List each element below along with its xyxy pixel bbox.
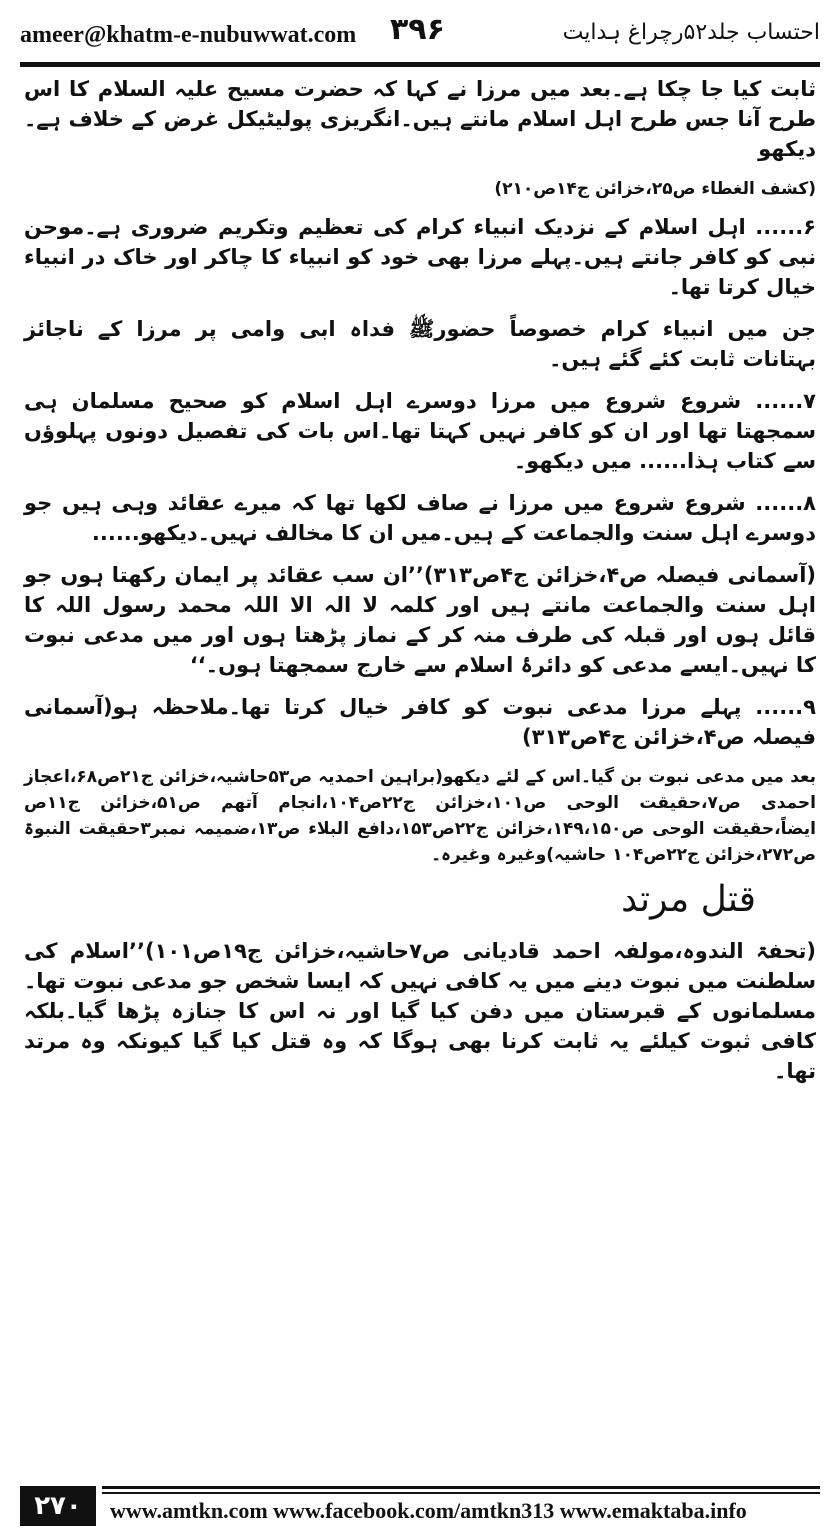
paragraph-qatl-murtad: (تحفۃ الندوہ،مولفہ احمد قادیانی ص۷حاشیہ،خزائن ج۱۹ص۱۰۱)’’اسلام کی سلطنت میں نبوت دینے میں یہ کافی نہیں کہ ایسا شخص جو مدعی نبوت تھا۔مسلمانوں کے قبرستان میں دفن کیا گیا اور نہ اس کا جنازہ پڑھا گیا۔بلکہ کافی ثبوت کیلئے یہ ثابت کرنا بھی ہوگا کہ وہ قتل کیا گیا کیونکہ وہ مرتد تھا۔ (24, 939, 817, 1083)
header-page-number: ۳۹۶ (390, 12, 445, 47)
paragraph-1: ثابت کیا جا چکا ہے۔بعد میں مرزا نے کہا کہ حضرت مسیح علیہ السلام کا اس طرح آنا جس طرح اہل اسلام مانتے ہیں۔انگریزی پولیٹیکل غرض کے خلاف ہے۔دیکھو (24, 77, 816, 161)
footer-rule-top (102, 1486, 820, 1489)
paragraph-item-8: ۸...... شروع شروع میں مرزا نے صاف لکھا تھا کہ میرے عقائد وہی ہیں جو دوسرے اہل سنت والجماعت کے ہیں۔میں ان کا مخالف نہیں۔دیکھو...... (24, 491, 816, 545)
paragraph-quote-aqaid: (آسمانی فیصلہ ص۴،خزائن ج۴ص۳۱۳)’’ان سب عقائد پر ایمان رکھتا ہوں جو اہل سنت والجماعت مانتے ہیں اور کلمہ لا الہ الا اللہ محمد رسول اللہ کا قائل ہوں اور قبلہ کی طرف منہ کر کے نماز پڑھتا ہوں اور میں مدعی نبوت کا نہیں۔ایسے مدعی کو دائرۂ اسلام سے خارج سمجھتا ہوں۔‘‘ (24, 563, 816, 677)
footer-folio: ۲۷۰ (20, 1486, 96, 1526)
paragraph-item-6: ۶...... اہل اسلام کے نزدیک انبیاء کرام کی تعظیم وتکریم ضروری ہے۔موحن نبی کو کافر جانتے ہیں۔پہلے مرزا بھی خود کو انبیاء کا چاکر اور خاک در انبیاء خیال کرتا تھا۔ (24, 215, 816, 299)
footer-rule-bottom (102, 1492, 820, 1494)
page-body (24, 74, 816, 1098)
header-rule (20, 62, 820, 67)
page-header (20, 12, 820, 56)
paragraph-3: جن میں انبیاء کرام خصوصاً حضورﷺ فداہ ابی وامی پر مرزا کے ناجائز بہتانات ثابت کئے گئے ہیں۔ (24, 317, 816, 371)
paragraph-item-7: ۷...... شروع شروع میں مرزا دوسرے اہل اسلام کو صحیح مسلمان ہی سمجھتا تھا اور ان کو کافر نہیں کہتا تھا۔اس بات کی تفصیل دونوں پہلوؤں سے کتاب ہذا...... میں دیکھو۔ (24, 389, 816, 473)
footer-urls: www.amtkn.com www.facebook.com/amtkn313 www.emaktaba.info (110, 1498, 747, 1523)
header-email: ameer@khatm-e-nubuwwat.com (20, 22, 357, 48)
section-heading: قتل مرتد (621, 879, 756, 920)
reference-1: (کشف الغطاء ص۲۵،خزائن ج۱۴ص۲۱۰) (494, 179, 816, 199)
paragraph-references: بعد میں مدعی نبوت بن گیا۔اس کے لئے دیکھو(براہین احمدیہ ص۵۳حاشیہ،خزائن ج۲۱ص۶۸،اعجاز احمدی ص۷،حقیقت الوحی ص۱۰۱،خزائن ج۲۲ص۱۰۴،انجام آتھم ص۵۱،خزائن ج۱۱ص ایضاً،حقیقت الوحی ص۱۴۹،۱۵۰،خزائن ج۲۲ص۱۵۳،دافع البلاء ص۱۳،ضمیمہ نمبر۳حقیقت النبوۃ ص۲۷۲،خزائن ج۲۲ص۱۰۴ حاشیہ)وغیرہ وغیرہ۔ (24, 767, 817, 865)
page-footer (20, 1486, 820, 1530)
header-book-title: احتساب جلد۵۲رچراغ ہدایت (562, 20, 820, 45)
paragraph-item-9: ۹...... پہلے مرزا مدعی نبوت کو کافر خیال کرتا تھا۔ملاحظہ ہو(آسمانی فیصلہ ص۴،خزائن ج۴ص۳۱۳) (24, 695, 816, 749)
